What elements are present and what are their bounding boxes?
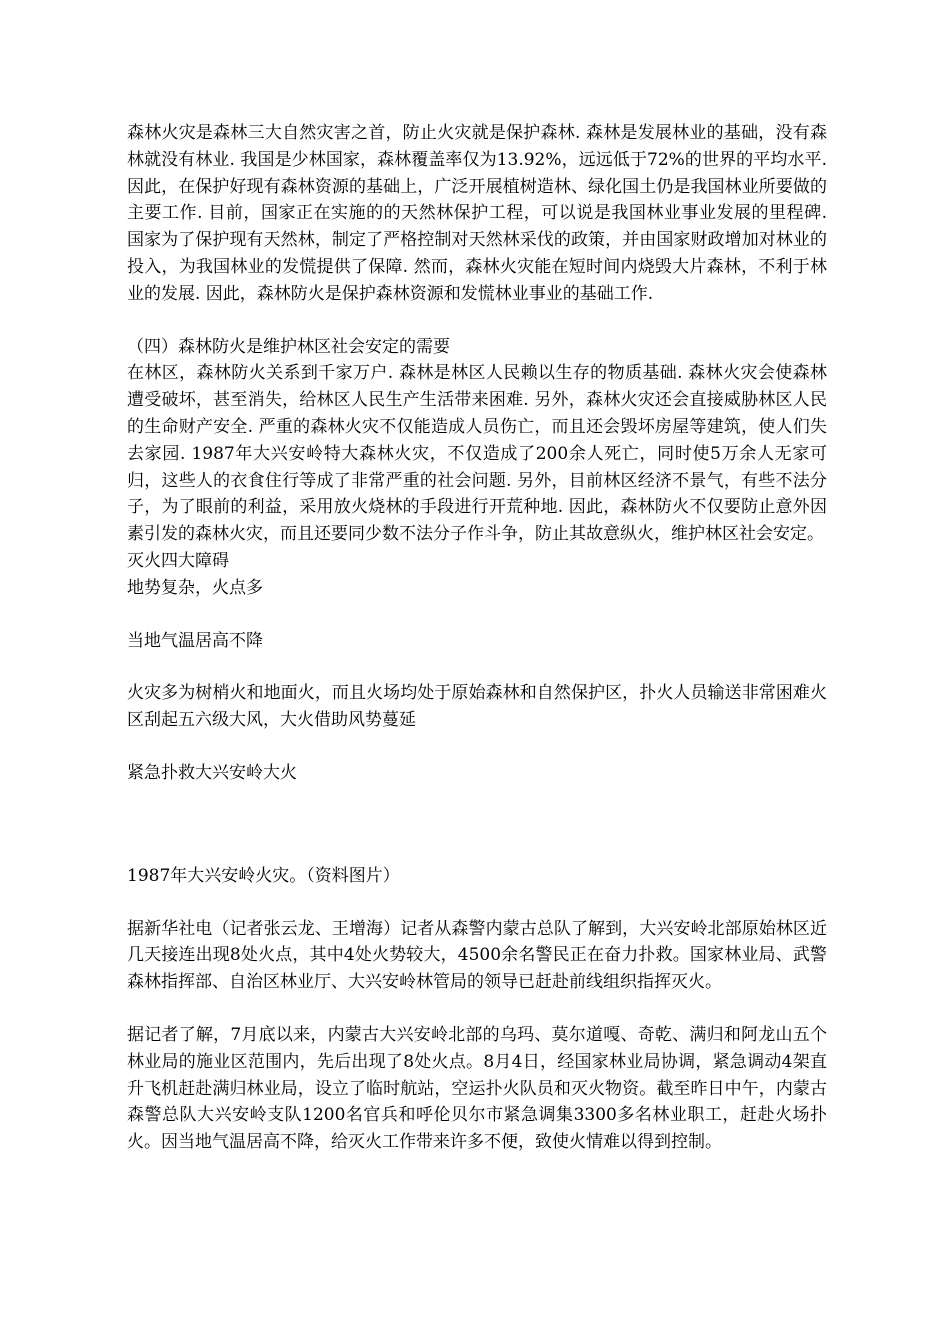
paragraph-fire-types: 火灾多为树梢火和地面火，而且火场均处于原始森林和自然保护区，扑火人员输送非常困难火区刮起五六级大风，大火借助风势蔓延 bbox=[127, 683, 827, 731]
spacer bbox=[127, 654, 827, 680]
section-heading-four: （四）森林防火是维护林区社会安定的需要 bbox=[127, 336, 450, 357]
document-page bbox=[127, 120, 827, 1156]
spacer bbox=[127, 996, 827, 1022]
paragraph-xinhua-report: 据新华社电（记者张云龙、王增海）记者从森警内蒙古总队了解到，大兴安岭北部原始林区近几天接连出现8处火点，其中4处火势较大，4500余名警民正在奋力扑救。国家林业局、武警森林指挥部、自治区林业厅、大兴安岭林管局的领导已赶赴前线组织指挥灭火。 bbox=[127, 918, 827, 993]
heading-four-obstacles: 灭火四大障碍 bbox=[127, 550, 229, 571]
paragraph-forest-fire-protection: 森林火灾是森林三大自然灾害之首，防止火灾就是保护森林. 森林是发展林业的基础，没有森林就没有林业. 我国是少林国家，森林覆盖率仅为13.92%，远远低于72%的世界的平均水平. 因此，在保护好现有森林资源的基础上，广泛开展植树造林、绿化国土仍是我国林业所要做的主要工作. 目前，国家正在实施的的天然林保护工程，可以说是我国林业事业发展的里程碑. 国家为了保护现有天然林，制定了严格控制对天然林采伐的政策，并由国家财政增加对林业的投入，为我国林业的发慌提供了保障. 然而，森林火灾能在短时间内烧毁大片森林，不利于林业的发展. 因此，森林防火是保护森林资源和发慌林业事业的基础工作. bbox=[127, 123, 827, 304]
paragraph-reporter-findings: 据记者了解，7月底以来，内蒙古大兴安岭北部的乌玛、莫尔道嘎、奇乾、满归和阿龙山五个林业局的施业区范围内，先后出现了8处火点。8月4日，经国家林业局协调，紧急调动4架直升飞机赶赴满归林业局，设立了临时航站，空运扑火队员和灭火物资。截至昨日中午，内蒙古森警总队大兴安岭支队1200名官兵和呼伦贝尔市紧急调集3300多名林业职工，赶赴火场扑火。因当地气温居高不降，给灭火工作带来许多不便，致使火情难以得到控制。 bbox=[127, 1024, 827, 1153]
spacer bbox=[127, 890, 827, 916]
image-caption: 1987年大兴安岭火灾。（资料图片） bbox=[127, 865, 400, 886]
spacer bbox=[127, 602, 827, 628]
image-placeholder-space bbox=[127, 787, 827, 863]
spacer bbox=[127, 734, 827, 760]
obstacle-terrain: 地势复杂，火点多 bbox=[127, 577, 263, 598]
obstacle-temperature: 当地气温居高不降 bbox=[127, 630, 263, 651]
spacer bbox=[127, 308, 827, 334]
heading-emergency-rescue: 紧急扑救大兴安岭大火 bbox=[127, 762, 297, 783]
paragraph-social-stability: 在林区，森林防火关系到千家万户. 森林是林区人民赖以生存的物质基础. 森林火灾会使森林遭受破坏，甚至消失，给林区人民生产生活带来困难. 另外，森林火灾还会直接威胁林区人民的生命财产安全. 严重的森林火灾不仅能造成人员伤亡，而且还会毁坏房屋等建筑，使人们失去家园. 1987年大兴安岭特大森林火灾，不仅造成了200余人死亡，同时使5万余人无家可归，这些人的衣食住行等成了非常严重的社会问题. 另外，目前林区经济不景气，有些不法分子，为了眼前的利益，采用放火烧林的手段进行开荒种地. 因此，森林防火不仅要防止意外因素引发的森林火灾，而且还要同少数不法分子作斗争，防止其故意纵火，维护林区社会安定。 bbox=[127, 363, 827, 545]
